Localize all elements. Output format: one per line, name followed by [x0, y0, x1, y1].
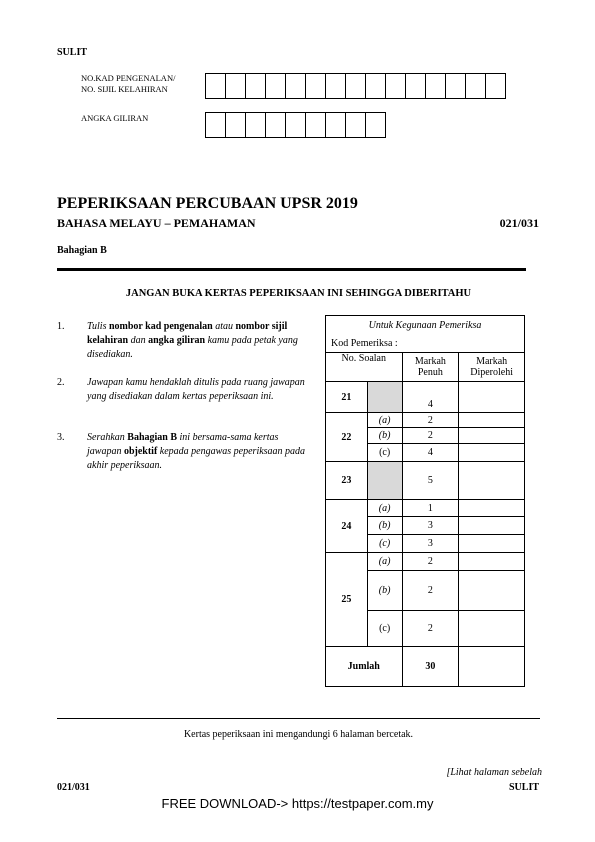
shaded-cell: [367, 382, 402, 413]
marks-input-22a[interactable]: [459, 413, 525, 428]
full-marks-23: 5: [402, 462, 459, 500]
sub-question-24a: (a): [367, 500, 402, 517]
ic-digit-box[interactable]: [305, 73, 326, 99]
turn-digit-box[interactable]: [285, 112, 306, 138]
sub-question-24c: (c): [367, 535, 402, 553]
ic-digit-box[interactable]: [205, 73, 226, 99]
full-marks-21: 4: [402, 382, 459, 413]
sub-question-25c: (c): [367, 611, 402, 647]
question-23: 23: [326, 462, 368, 500]
footer-divider: [57, 718, 540, 719]
question-25: 25: [326, 553, 368, 647]
instruction-number: 3.: [57, 432, 65, 443]
marks-input-22c[interactable]: [459, 444, 525, 462]
section-label: Bahagian B: [57, 245, 107, 256]
question-22: 22: [326, 413, 368, 462]
ic-digit-box[interactable]: [225, 73, 246, 99]
instruction-number: 2.: [57, 377, 65, 388]
warning-text: JANGAN BUKA KERTAS PEPERIKSAAN INI SEHINGGA DIBERITAHU: [125, 288, 472, 299]
full-marks-25c: 2: [402, 611, 459, 647]
col-header-obtained-marks: Markah Diperolehi: [459, 353, 525, 382]
subject-title: BAHASA MELAYU – PEMAHAMAN: [57, 216, 256, 230]
footer-confidential-label: SULIT: [508, 782, 539, 793]
question-21: 21: [326, 382, 368, 413]
full-marks-24b: 3: [402, 517, 459, 535]
turn-digit-box[interactable]: [325, 112, 346, 138]
ic-digit-box[interactable]: [265, 73, 286, 99]
turn-digit-box[interactable]: [345, 112, 366, 138]
turn-digit-box[interactable]: [265, 112, 286, 138]
full-marks-22a: 2: [402, 413, 459, 428]
paper-code: 021/031: [499, 216, 539, 230]
marks-input-21[interactable]: [459, 382, 525, 413]
turn-digit-box[interactable]: [305, 112, 326, 138]
examiner-code-label: Kod Pemeriksa :: [326, 335, 525, 353]
marks-input-25c[interactable]: [459, 611, 525, 647]
footer-paper-code: 021/031: [57, 782, 90, 793]
ic-digit-box[interactable]: [325, 73, 346, 99]
ic-label-line-2: NO. SIJIL KELAHIRAN: [81, 84, 168, 94]
full-marks-22c: 4: [402, 444, 459, 462]
exam-title: PEPERIKSAAN PERCUBAAN UPSR 2019: [57, 195, 358, 212]
ic-digit-box[interactable]: [465, 73, 486, 99]
shaded-cell: [367, 462, 402, 500]
total-marks-input[interactable]: [459, 647, 525, 687]
full-marks-25a: 2: [402, 553, 459, 571]
marks-input-24a[interactable]: [459, 500, 525, 517]
ic-label-line-1: NO.KAD PENGENALAN/: [81, 73, 176, 83]
confidential-label: SULIT: [57, 47, 88, 58]
marks-input-24b[interactable]: [459, 517, 525, 535]
full-marks-24c: 3: [402, 535, 459, 553]
full-marks-25b: 2: [402, 571, 459, 611]
turn-page-note: [Lihat halaman sebelah: [446, 767, 542, 778]
ic-digit-box[interactable]: [245, 73, 266, 99]
ic-digit-box[interactable]: [345, 73, 366, 99]
download-link[interactable]: FREE DOWNLOAD-> https://testpaper.com.my: [161, 796, 434, 811]
col-header-full-marks: Markah Penuh: [402, 353, 459, 382]
sub-question-22b: (b): [367, 428, 402, 444]
page-count-note: Kertas peperiksaan ini mengandungi 6 halaman bercetak.: [183, 729, 414, 740]
turn-digit-box[interactable]: [365, 112, 386, 138]
sub-question-25a: (a): [367, 553, 402, 571]
ic-number-label: [81, 73, 175, 95]
full-marks-24a: 1: [402, 500, 459, 517]
instruction-2: [57, 376, 317, 426]
turn-number-label: ANGKA GILIRAN: [81, 113, 149, 123]
sub-question-22c: (c): [367, 444, 402, 462]
col-header-question: No. Soalan: [326, 353, 403, 382]
turn-digit-box[interactable]: [205, 112, 226, 138]
instruction-3: [57, 431, 317, 491]
ic-digit-box[interactable]: [365, 73, 386, 99]
sub-question-25b: (b): [367, 571, 402, 611]
examiner-heading: Untuk Kegunaan Pemeriksa: [326, 316, 525, 335]
marks-input-23[interactable]: [459, 462, 525, 500]
instruction-number: 1.: [57, 321, 65, 332]
ic-digit-box[interactable]: [485, 73, 506, 99]
header-divider: [57, 268, 526, 271]
instruction-text: Tulis nombor kad pengenalan atau nombor sijil kelahiran dan angka giliran kamu pada petak yang disediakan.: [87, 321, 298, 360]
ic-digit-box[interactable]: [285, 73, 306, 99]
marks-input-22b[interactable]: [459, 428, 525, 444]
total-full-marks: 30: [402, 647, 459, 687]
ic-digit-box[interactable]: [425, 73, 446, 99]
turn-digit-box[interactable]: [245, 112, 266, 138]
ic-digit-box[interactable]: [385, 73, 406, 99]
instruction-text: Jawapan kamu hendaklah ditulis pada ruang jawapan yang disediakan dalam kertas peperiksaan ini.: [87, 377, 305, 402]
examiner-table: [325, 315, 525, 687]
instruction-text: Serahkan Bahagian B ini bersama-sama kertas jawapan objektif kepada pengawas peperiksaan pada akhir peperiksaan.: [87, 432, 306, 471]
sub-question-22a: (a): [367, 413, 402, 428]
turn-digit-box[interactable]: [225, 112, 246, 138]
sub-question-24b: (b): [367, 517, 402, 535]
marks-input-25a[interactable]: [459, 553, 525, 571]
marks-input-25b[interactable]: [459, 571, 525, 611]
marks-input-24c[interactable]: [459, 535, 525, 553]
total-label: Jumlah: [326, 647, 403, 687]
ic-digit-box[interactable]: [405, 73, 426, 99]
turn-number-boxes[interactable]: [205, 112, 385, 138]
full-marks-22b: 2: [402, 428, 459, 444]
ic-digit-box[interactable]: [445, 73, 466, 99]
question-24: 24: [326, 500, 368, 553]
ic-number-boxes[interactable]: [205, 73, 505, 99]
instruction-1: [57, 320, 317, 370]
